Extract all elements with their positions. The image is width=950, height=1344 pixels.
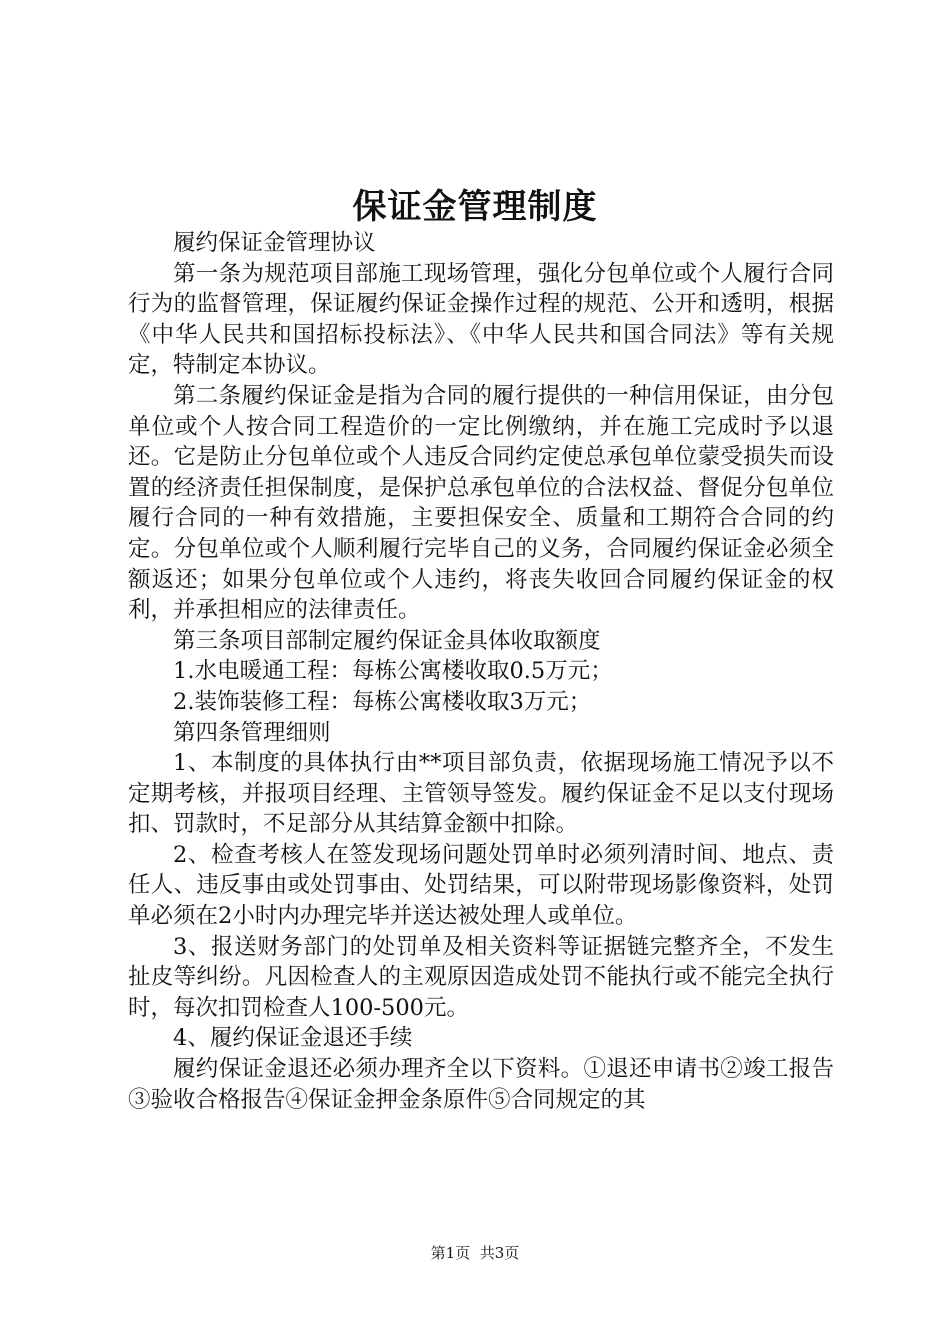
paragraph-rule-4: 4、履约保证金退还手续 — [173, 1025, 413, 1052]
document-title: 保证金管理制度 — [352, 187, 598, 227]
document-body — [128, 228, 834, 1115]
paragraph-item-2: 2.装饰装修工程：每栋公寓楼收取3万元； — [173, 688, 592, 715]
paragraph-rule-1: 1、本制度的具体执行由**项目部负责，依据现场施工情况予以不定期考核，并报项目经理、主管领导签发。履约保证金不足以支付现场扣、罚款时，不足部分从其结算金额中扣除。 — [128, 750, 834, 838]
page-footer — [0, 1242, 950, 1264]
paragraph-rule-2: 2、检查考核人在签发现场问题处罚单时必须列清时间、地点、责任人、违反事由或处罚事由、处罚结果，可以附带现场影像资料，处罚单必须在2小时内办理完毕并送达被处理人或单位。 — [128, 841, 834, 930]
paragraph-article-4: 第四条管理细则 — [173, 719, 331, 746]
paragraph-article-2: 第二条履约保证金是指为合同的履行提供的一种信用保证，由分包单位或个人按合同工程造价的一定比例缴纳，并在施工完成时予以退还。它是防止分包单位或个人违反合同约定使总承包单位蒙受损失而设置的经济责任担保制度，是保护总承包单位的合法权益、督促分包单位履行合同的一种有效措施，主要担保安全、质量和工期符合合同的约定。分包单位或个人顺利履行完毕自己的义务，合同履约保证金必须全额返还；如果分包单位或个人违约，将丧失收回合同履约保证金的权利，并承担相应的法律责任。 — [128, 382, 834, 624]
paragraph-heading: 履约保证金管理协议 — [173, 230, 376, 256]
paragraph-item-1: 1.水电暖通工程：每栋公寓楼收取0.5万元； — [173, 658, 613, 685]
paragraph-article-3: 第三条项目部制定履约保证金具体收取额度 — [173, 627, 601, 654]
paragraph-refund-materials: 履约保证金退还必须办理齐全以下资料。①退还申请书②竣工报告③验收合格报告④保证金押金条原件⑤合同规定的其 — [128, 1056, 834, 1113]
page-number: 第1页 — [430, 1244, 471, 1262]
paragraph-rule-3: 3、报送财务部门的处罚单及相关资料等证据链完整齐全，不发生扯皮等纠纷。凡因检查人的主观原因造成处罚不能执行或不能完全执行时，每次扣罚检查人100-500元。 — [128, 933, 834, 1021]
paragraph-article-1: 第一条为规范项目部施工现场管理，强化分包单位或个人履行合同行为的监督管理，保证履约保证金操作过程的规范、公开和透明，根据《中华人民共和国招标投标法》、《中华人民共和国合同法》等有关规定，特制定本协议。 — [128, 260, 834, 379]
page-total: 共3页 — [479, 1244, 520, 1262]
